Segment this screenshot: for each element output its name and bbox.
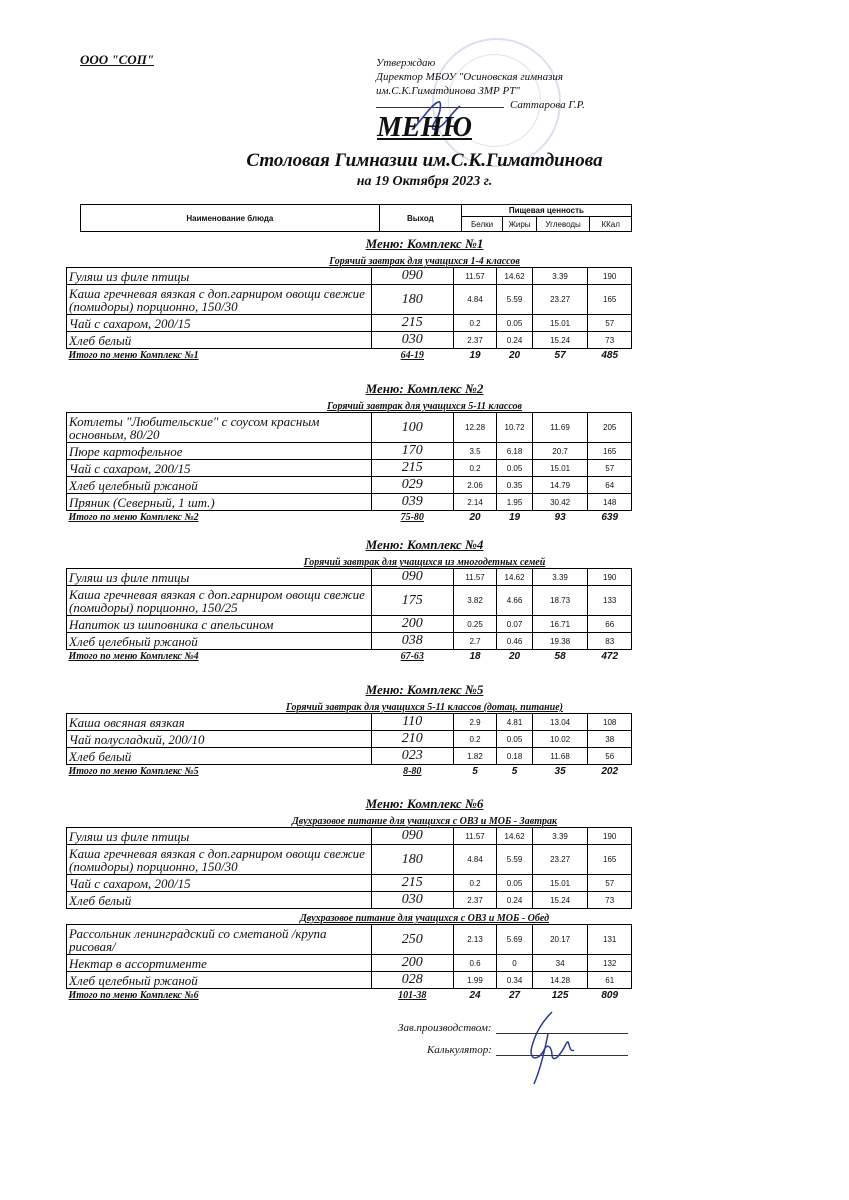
menu-section — [0, 381, 849, 523]
dish-row — [67, 586, 632, 616]
section-title: Меню: Комплекс №1 — [365, 236, 484, 251]
dish-yield: 100 — [371, 413, 453, 443]
dish-protein: 11.57 — [453, 569, 497, 586]
calculator-label: Калькулятор: — [427, 1044, 492, 1056]
dish-protein: 2.37 — [453, 892, 497, 909]
total-fat: 5 — [511, 766, 518, 777]
dish-fat: 5.59 — [497, 845, 532, 875]
dish-fat: 14.62 — [497, 569, 532, 586]
header-fat: Жиры — [503, 217, 536, 232]
group-subtitle: Горячий завтрак для учащихся 1-4 классов — [329, 256, 520, 267]
total-yield: 8-80 — [403, 766, 422, 777]
dish-yield: 038 — [371, 633, 453, 650]
dish-yield: 110 — [371, 714, 453, 731]
total-fat: 20 — [508, 350, 521, 361]
dish-name: Пряник (Северный, 1 шт.) — [67, 494, 372, 511]
dish-yield: 090 — [371, 569, 453, 586]
dish-kcal: 205 — [588, 413, 632, 443]
header-dish-name: Наименование блюда — [81, 205, 380, 232]
dish-kcal: 148 — [588, 494, 632, 511]
dish-fat: 0.18 — [497, 748, 532, 765]
total-yield: 64-19 — [400, 350, 424, 361]
dish-table — [66, 568, 632, 662]
dish-row — [67, 477, 632, 494]
dish-row — [67, 748, 632, 765]
approve-line-2: Директор МБОУ "Осиновская гимназия — [376, 71, 564, 83]
dish-row — [67, 413, 632, 443]
dish-fat: 1.95 — [497, 494, 532, 511]
dish-kcal: 73 — [588, 332, 632, 349]
dish-protein: 0.6 — [453, 955, 497, 972]
total-label: Итого по меню Комплекс №5 — [68, 766, 199, 777]
dish-name: Чай с сахаром, 200/15 — [67, 315, 372, 332]
header-carbs: Углеводы — [536, 217, 590, 232]
dish-carbs: 19.38 — [532, 633, 588, 650]
menu-date: на 19 Октября 2023 г. — [356, 174, 493, 189]
dish-yield: 210 — [371, 731, 453, 748]
group-subtitle: Горячий завтрак для учащихся из многодетных семей — [303, 557, 546, 568]
dish-table — [66, 713, 632, 777]
group-subtitle: Горячий завтрак для учащихся 5-11 классов (дотац. питание) — [286, 702, 563, 713]
dish-fat: 0 — [497, 955, 532, 972]
dish-yield: 023 — [371, 748, 453, 765]
total-carbs: 58 — [554, 651, 566, 662]
dish-kcal: 73 — [588, 892, 632, 909]
dish-fat: 6.18 — [497, 443, 532, 460]
dish-fat: 5.59 — [497, 285, 532, 315]
dish-yield: 180 — [371, 845, 453, 875]
dish-row — [67, 845, 632, 875]
dish-yield: 180 — [371, 285, 453, 315]
dish-row — [67, 460, 632, 477]
dish-name: Рассольник ленинградский со сметаной /крупа рисовая/ — [67, 925, 372, 955]
total-kcal: 485 — [601, 350, 619, 361]
dish-row — [67, 828, 632, 845]
dish-fat: 4.81 — [497, 714, 532, 731]
dish-fat: 5.69 — [497, 925, 532, 955]
dish-yield: 090 — [371, 268, 453, 285]
dish-table — [66, 412, 632, 523]
dish-fat: 10.72 — [497, 413, 532, 443]
total-protein: 19 — [469, 350, 481, 361]
dish-protein: 2.06 — [453, 477, 497, 494]
dish-kcal: 57 — [588, 315, 632, 332]
dish-kcal: 133 — [588, 586, 632, 616]
total-kcal: 202 — [601, 766, 619, 777]
page-title: МЕНЮ — [377, 112, 472, 143]
total-carbs: 93 — [554, 512, 566, 523]
dish-kcal: 38 — [588, 731, 632, 748]
header-kcal: ККал — [590, 217, 632, 232]
dish-protein: 2.7 — [453, 633, 497, 650]
dish-fat: 4.66 — [497, 586, 532, 616]
dish-fat: 0.05 — [497, 875, 532, 892]
calculator-signature — [518, 1006, 584, 1088]
dish-protein: 12.28 — [453, 413, 497, 443]
dish-fat: 0.05 — [497, 460, 532, 477]
dish-yield: 039 — [371, 494, 453, 511]
total-row — [67, 989, 632, 1002]
dish-carbs: 15.01 — [532, 875, 588, 892]
dish-protein: 2.14 — [453, 494, 497, 511]
dish-kcal: 165 — [588, 443, 632, 460]
section-title: Меню: Комплекс №6 — [365, 796, 484, 811]
dish-yield: 200 — [371, 955, 453, 972]
dish-name: Хлеб белый — [67, 892, 372, 909]
dish-yield: 215 — [371, 460, 453, 477]
dish-carbs: 15.24 — [532, 892, 588, 909]
dish-protein: 0.2 — [453, 315, 497, 332]
dish-protein: 11.57 — [453, 268, 497, 285]
dish-carbs: 23.27 — [532, 285, 588, 315]
dish-kcal: 108 — [588, 714, 632, 731]
dish-kcal: 190 — [588, 268, 632, 285]
dish-fat: 0.35 — [497, 477, 532, 494]
dish-kcal: 165 — [588, 285, 632, 315]
dish-name: Хлеб целебный ржаной — [67, 633, 372, 650]
dish-table — [66, 924, 632, 1001]
dish-protein: 3.5 — [453, 443, 497, 460]
dish-name: Гуляш из филе птицы — [67, 569, 372, 586]
section-title: Меню: Комплекс №5 — [365, 682, 484, 697]
dish-fat: 0.34 — [497, 972, 532, 989]
total-protein: 20 — [469, 512, 481, 523]
dish-table — [66, 827, 632, 909]
total-carbs: 57 — [554, 350, 566, 361]
dish-protein: 2.9 — [453, 714, 497, 731]
dish-fat: 14.62 — [497, 828, 532, 845]
dish-row — [67, 955, 632, 972]
dish-protein: 0.2 — [453, 460, 497, 477]
total-kcal: 472 — [601, 651, 619, 662]
dish-carbs: 15.01 — [532, 315, 588, 332]
production-manager-label: Зав.производством: — [398, 1022, 492, 1034]
dish-protein: 3.82 — [453, 586, 497, 616]
dish-name: Чай с сахаром, 200/15 — [67, 460, 372, 477]
dish-row — [67, 616, 632, 633]
dish-row — [67, 268, 632, 285]
dish-protein: 11.57 — [453, 828, 497, 845]
dish-row — [67, 925, 632, 955]
dish-kcal: 83 — [588, 633, 632, 650]
dish-yield: 250 — [371, 925, 453, 955]
dish-name: Каша гречневая вязкая с доп.гарниром овощи свежие (помидоры) порционно, 150/30 — [67, 845, 372, 875]
dish-row — [67, 315, 632, 332]
total-carbs: 125 — [551, 990, 569, 1001]
director-name: Саттарова Г.Р. — [510, 99, 585, 111]
section-title: Меню: Комплекс №4 — [365, 537, 484, 552]
dish-protein: 1.82 — [453, 748, 497, 765]
dish-fat: 14.62 — [497, 268, 532, 285]
dish-protein: 4.84 — [453, 285, 497, 315]
dish-carbs: 3.39 — [532, 569, 588, 586]
dish-name: Хлеб целебный ржаной — [67, 477, 372, 494]
header-yield: Выход — [379, 205, 461, 232]
dish-carbs: 13.04 — [532, 714, 588, 731]
dish-row — [67, 332, 632, 349]
total-yield: 67-63 — [400, 651, 424, 662]
dish-carbs: 14.79 — [532, 477, 588, 494]
total-kcal: 809 — [601, 990, 619, 1001]
total-protein: 5 — [472, 766, 478, 777]
dish-name: Напиток из шиповника с апельсином — [67, 616, 372, 633]
dish-protein: 0.2 — [453, 731, 497, 748]
dish-kcal: 57 — [588, 875, 632, 892]
dish-name: Нектар в ассортименте — [67, 955, 372, 972]
dish-fat: 0.05 — [497, 315, 532, 332]
dish-name: Каша овсяная вязкая — [67, 714, 372, 731]
dish-carbs: 20.17 — [532, 925, 588, 955]
dish-name: Котлеты "Любительские" с соусом красным основным, 80/20 — [67, 413, 372, 443]
dish-kcal: 57 — [588, 460, 632, 477]
header-nutrition: Пищевая ценность — [461, 205, 631, 217]
dish-carbs: 11.69 — [532, 413, 588, 443]
dish-fat: 0.46 — [497, 633, 532, 650]
dish-name: Хлеб белый — [67, 332, 372, 349]
menu-section — [0, 537, 849, 662]
dish-kcal: 132 — [588, 955, 632, 972]
dish-carbs: 3.39 — [532, 268, 588, 285]
dish-kcal: 131 — [588, 925, 632, 955]
dish-name: Хлеб белый — [67, 748, 372, 765]
dish-kcal: 190 — [588, 569, 632, 586]
production-manager-line — [398, 1022, 628, 1034]
dish-kcal: 64 — [588, 477, 632, 494]
dish-carbs: 18.73 — [532, 586, 588, 616]
dish-name: Пюре картофельное — [67, 443, 372, 460]
dish-yield: 175 — [371, 586, 453, 616]
dish-row — [67, 972, 632, 989]
dish-row — [67, 494, 632, 511]
dish-name: Каша гречневая вязкая с доп.гарниром овощи свежие (помидоры) порционно, 150/25 — [67, 586, 372, 616]
dish-row — [67, 731, 632, 748]
dish-yield: 030 — [371, 892, 453, 909]
total-yield: 101-38 — [398, 990, 427, 1001]
total-kcal: 639 — [601, 512, 619, 523]
dish-fat: 0.07 — [497, 616, 532, 633]
dish-kcal: 165 — [588, 845, 632, 875]
dish-fat: 0.05 — [497, 731, 532, 748]
dish-row — [67, 714, 632, 731]
dish-row — [67, 569, 632, 586]
dish-row — [67, 285, 632, 315]
dish-row — [67, 443, 632, 460]
total-label: Итого по меню Комплекс №1 — [68, 350, 199, 361]
dish-carbs: 16.71 — [532, 616, 588, 633]
dish-name: Хлеб целебный ржаной — [67, 972, 372, 989]
menu-header-table — [80, 204, 632, 232]
dish-carbs: 23.27 — [532, 845, 588, 875]
dish-kcal: 190 — [588, 828, 632, 845]
group-subtitle: Двухразовое питание для учащихся с ОВЗ и МОБ - Обед — [299, 913, 550, 924]
dish-fat: 0.24 — [497, 332, 532, 349]
menu-section — [0, 796, 849, 1001]
dish-protein: 0.2 — [453, 875, 497, 892]
total-label: Итого по меню Комплекс №2 — [68, 512, 199, 523]
dish-carbs: 14.28 — [532, 972, 588, 989]
total-row — [67, 349, 632, 362]
dish-name: Гуляш из филе птицы — [67, 828, 372, 845]
total-protein: 18 — [469, 651, 481, 662]
total-protein: 24 — [469, 990, 481, 1001]
dish-name: Каша гречневая вязкая с доп.гарниром овощи свежие (помидоры) порционно, 150/30 — [67, 285, 372, 315]
total-label: Итого по меню Комплекс №6 — [68, 990, 199, 1001]
total-row — [67, 511, 632, 524]
dish-row — [67, 633, 632, 650]
dish-row — [67, 875, 632, 892]
menu-section — [0, 682, 849, 777]
dish-table — [66, 267, 632, 361]
dish-name: Чай полусладкий, 200/10 — [67, 731, 372, 748]
dish-protein: 2.37 — [453, 332, 497, 349]
dish-yield: 029 — [371, 477, 453, 494]
dish-carbs: 30.42 — [532, 494, 588, 511]
dish-carbs: 15.24 — [532, 332, 588, 349]
dish-yield: 030 — [371, 332, 453, 349]
dish-kcal: 61 — [588, 972, 632, 989]
dish-kcal: 56 — [588, 748, 632, 765]
total-row — [67, 765, 632, 778]
total-fat: 19 — [508, 512, 521, 523]
dish-name: Чай с сахаром, 200/15 — [67, 875, 372, 892]
total-label: Итого по меню Комплекс №4 — [68, 651, 199, 662]
dish-yield: 090 — [371, 828, 453, 845]
organization-name: ООО "СОП" — [80, 52, 155, 67]
dish-fat: 0.24 — [497, 892, 532, 909]
dish-yield: 215 — [371, 315, 453, 332]
dish-protein: 4.84 — [453, 845, 497, 875]
approve-line-3: им.С.К.Гиматдинова ЗМР РТ" — [376, 85, 520, 97]
menu-section — [0, 236, 849, 361]
group-subtitle: Горячий завтрак для учащихся 5-11 классов — [326, 401, 523, 412]
dish-yield: 028 — [371, 972, 453, 989]
total-fat: 27 — [508, 990, 521, 1001]
dish-yield: 200 — [371, 616, 453, 633]
dish-name: Гуляш из филе птицы — [67, 268, 372, 285]
dish-protein: 1.99 — [453, 972, 497, 989]
approve-line-1: Утверждаю — [376, 57, 436, 69]
dish-yield: 170 — [371, 443, 453, 460]
dish-carbs: 10.02 — [532, 731, 588, 748]
dish-protein: 2.13 — [453, 925, 497, 955]
dish-carbs: 15.01 — [532, 460, 588, 477]
dish-carbs: 3.39 — [532, 828, 588, 845]
dish-row — [67, 892, 632, 909]
dish-carbs: 11.68 — [532, 748, 588, 765]
total-yield: 75-80 — [400, 512, 424, 523]
total-carbs: 35 — [554, 766, 566, 777]
canteen-subtitle: Столовая Гимназии им.С.К.Гиматдинова — [246, 150, 603, 171]
dish-carbs: 20.7 — [532, 443, 588, 460]
section-title: Меню: Комплекс №2 — [365, 381, 484, 396]
total-row — [67, 650, 632, 663]
group-subtitle: Двухразовое питание для учащихся с ОВЗ и МОБ - Завтрак — [291, 816, 558, 827]
header-protein: Белки — [461, 217, 503, 232]
dish-carbs: 34 — [532, 955, 588, 972]
total-fat: 20 — [508, 651, 521, 662]
dish-protein: 0.25 — [453, 616, 497, 633]
dish-kcal: 66 — [588, 616, 632, 633]
dish-yield: 215 — [371, 875, 453, 892]
